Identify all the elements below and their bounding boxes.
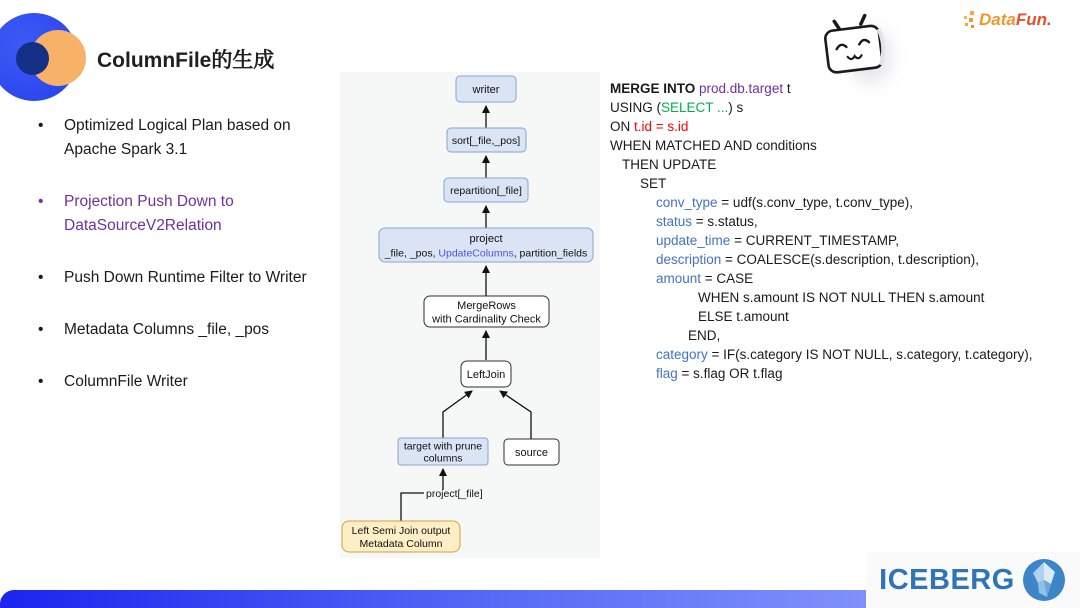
datafun-text-1: Data [979, 10, 1016, 29]
sql-code [610, 79, 1070, 383]
sql-segment: = COALESCE(s.description, t.description), [721, 252, 980, 267]
iceberg-logo [866, 552, 1080, 608]
sql-segment: ELSE t.amount [698, 309, 789, 324]
bullet-item [38, 370, 340, 394]
bullet-text: Optimized Logical Plan based on Apache Spark 3.1 [64, 117, 291, 158]
sql-segment: category [656, 347, 708, 362]
bullet-dot: • [38, 193, 44, 210]
sql-line [610, 117, 1070, 136]
slide-logo [0, 10, 100, 110]
bullet-item [38, 266, 340, 290]
node-leftjoin-label: LeftJoin [466, 369, 506, 381]
sql-line [610, 155, 1070, 174]
node-repartition-label: repartition[_file] [450, 185, 522, 197]
bilibili-tv-icon [810, 6, 900, 101]
edge-source-to-leftjoin [500, 391, 531, 439]
sql-line [610, 288, 1070, 307]
sql-segment: WHEN MATCHED AND conditions [610, 138, 817, 153]
sql-segment: amount [656, 271, 702, 286]
sql-line [610, 345, 1070, 364]
sql-line [610, 364, 1070, 383]
bullet-item [38, 190, 340, 238]
sql-segment: = s.status, [692, 214, 758, 229]
bullet-text: Metadata Columns _file, _pos [64, 321, 270, 338]
node-mergerows-label-line2: with Cardinality Check [432, 313, 541, 326]
flowchart-panel [340, 72, 600, 558]
sql-line [610, 136, 1070, 155]
sql-segment: = CURRENT_TIMESTAMP, [730, 233, 899, 248]
node-target-label-line2: columns [423, 452, 463, 465]
sql-segment: conv_type [656, 195, 718, 210]
sql-line [610, 250, 1070, 269]
sql-segment: ON [610, 119, 635, 134]
bullet-dot: • [38, 117, 44, 134]
sql-segment: SET [640, 176, 667, 191]
edge-label-project-file: project[_file] [426, 488, 483, 500]
sql-segment: USING ( [610, 100, 662, 115]
sql-segment: prod.db.target [699, 81, 784, 96]
sql-segment: flag [656, 366, 678, 381]
bullet-item [38, 114, 340, 162]
sql-line [610, 326, 1070, 345]
iceberg-logo-text: ICEBERG [879, 563, 1015, 596]
iceberg-icon [1021, 557, 1067, 603]
logo-navy-circle [16, 42, 49, 75]
node-project-label-line1: project [469, 233, 503, 245]
sql-segment: SELECT ... [661, 100, 729, 115]
node-mergerows-label-line1: MergeRows [457, 300, 516, 312]
bullet-dot: • [38, 373, 44, 390]
bullet-text: Push Down Runtime Filter to Writer [64, 269, 307, 286]
edge-note-to-label [401, 493, 424, 521]
sql-segment: MERGE INTO [610, 81, 700, 96]
project-prefix: _file, _pos, [384, 247, 439, 260]
page-title: ColumnFile的生成 [97, 49, 275, 72]
sql-segment: description [656, 252, 722, 267]
node-writer-label: writer [472, 84, 500, 96]
datafun-dots-icon [963, 10, 979, 30]
sql-line [610, 212, 1070, 231]
bullet-dot: • [38, 269, 44, 286]
node-target-label-line1: target with prune [403, 440, 483, 453]
bottom-accent-bar [0, 590, 866, 608]
datafun-text-2: Fun. [1015, 10, 1052, 29]
bullet-list [38, 114, 340, 422]
sql-line [610, 307, 1070, 326]
sql-segment: = CASE [701, 271, 754, 286]
flowchart-svg [340, 72, 600, 558]
project-updatecolumns: UpdateColumns [438, 247, 514, 260]
project-suffix: , partition_fields [513, 247, 588, 260]
note-label-line2: Metadata Column [359, 538, 443, 550]
bullet-dot: • [38, 321, 44, 338]
node-sort-label: sort[_file,_pos] [451, 135, 521, 147]
sql-segment: update_time [656, 233, 731, 248]
node-source-label: source [514, 447, 549, 459]
sql-segment: t.id = s.id [634, 119, 689, 134]
bullet-item [38, 318, 340, 342]
sql-segment: status [656, 214, 693, 229]
sql-segment: = IF(s.category IS NOT NULL, s.category, t.category), [707, 347, 1033, 362]
sql-line [610, 174, 1070, 193]
sql-line [610, 193, 1070, 212]
edge-target-to-leftjoin [443, 391, 472, 438]
node-project-label-line2 [384, 248, 588, 260]
sql-segment: END, [688, 328, 721, 343]
bullet-text: ColumnFile Writer [64, 373, 188, 390]
sql-segment: WHEN s.amount IS NOT NULL THEN s.amount [698, 290, 985, 305]
bullet-text: Projection Push Down to DataSourceV2Relation [64, 193, 234, 234]
note-label-line1: Left Semi Join output [351, 525, 451, 537]
sql-segment: ) s [728, 100, 744, 115]
datafun-logo [963, 10, 1052, 30]
sql-line [610, 231, 1070, 250]
sql-segment: = udf(s.conv_type, t.conv_type), [717, 195, 914, 210]
sql-line [610, 269, 1070, 288]
sql-segment: t [783, 81, 791, 96]
sql-segment: THEN UPDATE [622, 157, 717, 172]
sql-segment: = s.flag OR t.flag [677, 366, 783, 381]
